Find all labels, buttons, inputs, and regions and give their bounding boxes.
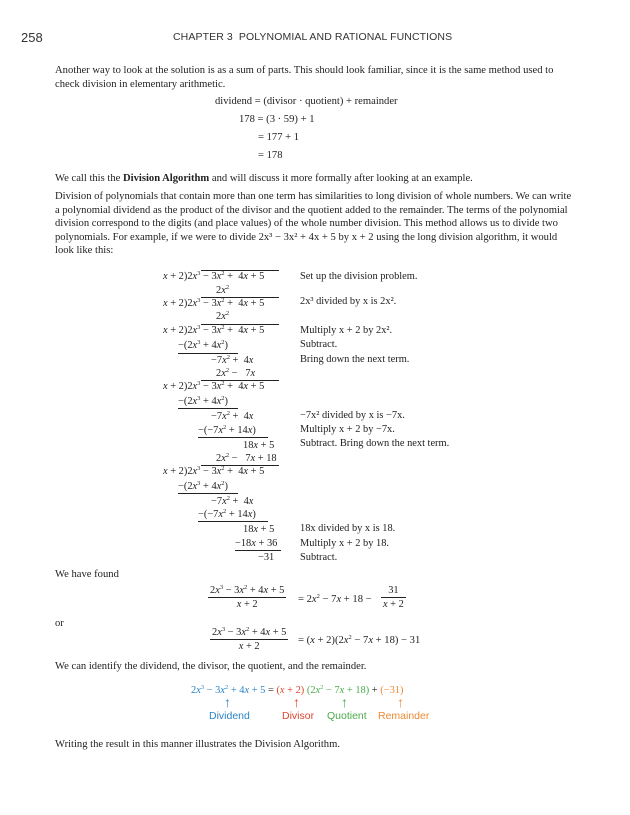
division-setup-3: $x + 2)2x^3 - 3x^2 + 4x + 5$ <box>163 324 265 336</box>
remainder-label: Remainder <box>378 710 430 722</box>
divisor-expression: (x + 2) <box>276 685 305 696</box>
identify-text: We can identify the dividend, the divisor, the quotient, and the remainder. <box>55 661 367 672</box>
dividend-label: Dividend <box>209 710 250 722</box>
divisor-arrow-icon: ↑ <box>293 696 300 711</box>
intro-paragraph: Another way to look at the solution is as a sum of parts. This should look familiar, since it is the same method used to check division in elementary arithmetic. <box>55 65 554 90</box>
step-9: 18x divided by x is 18. <box>300 523 396 534</box>
step-2: 2x³ divided by x is 2x². <box>300 296 397 307</box>
remainder-expression: (−31) <box>380 685 404 696</box>
quotient-expression: $(2x^2 - 7x + 18)$ <box>306 684 370 696</box>
step-11: Subtract. <box>300 552 338 563</box>
division-algorithm-paragraph: We call this the Division Algorithm and will discuss it more formally after looking at an example. <box>55 173 473 184</box>
dividend-expression: $2x^3 - 3x^2 + 4x + 5$ <box>191 684 266 696</box>
we-have-found-text: We have found <box>55 569 119 580</box>
chapter-label: CHAPTER 3 <box>173 31 233 43</box>
step-8: Subtract. Bring down the next term. <box>300 438 450 449</box>
step-7: Multiply x + 2 by −7x. <box>300 424 395 435</box>
dividend-definition: dividend = (divisor · quotient) + remainder <box>215 96 398 107</box>
dividend-arrow-icon: ↑ <box>224 696 231 711</box>
divisor-label: Divisor <box>282 710 315 722</box>
colored-identity: $2x^3 - 3x^2 + 4x + 5 = (x + 2) (2x^2 - 7x + 18) + (-31)$ <box>191 684 404 696</box>
division-setup-2: $x + 2)2x^3 - 3x^2 + 4x + 5$ <box>163 297 265 309</box>
or-text: or <box>55 618 64 629</box>
running-header <box>173 31 452 43</box>
quotient-arrow-icon: ↑ <box>341 696 348 711</box>
remainder-arrow-icon: ↑ <box>397 696 404 711</box>
division-algorithm-term: Division Algorithm <box>123 173 210 184</box>
division-setup-5: $x + 2)2x^3 - 3x^2 + 4x + 5$ <box>163 465 265 477</box>
division-setup-1: $x + 2)2x^3 - 3x^2 + 4x + 5$ <box>163 270 265 282</box>
closing-text: Writing the result in this manner illustrates the Division Algorithm. <box>55 739 340 750</box>
long-division-paragraph: Division of polynomials that contain more than one term has similarities to long division of whole numbers. We can write a polynomial dividend as the product of the divisor and the quotient added to the remainder. The terms of the polynomial division correspond to the digits (and place values) of the whole number division. This method allows us to divide two polynomials. For example, if we were to divide 2x³ − 3x² + 4x + 5 by x + 2 using the long division algorithm, it would look like this: <box>55 191 572 257</box>
step-3: Multiply x + 2 by 2x². <box>300 325 393 336</box>
division-setup-4: $x + 2)2x^3 - 3x^2 + 4x + 5$ <box>163 380 265 392</box>
step-10: Multiply x + 2 by 18. <box>300 538 389 549</box>
chapter-title: POLYNOMIAL AND RATIONAL FUNCTIONS <box>238 31 453 43</box>
check-line-3: = 177 + 1 <box>258 132 300 143</box>
check-line-4: = 178 <box>258 150 283 161</box>
step-6: −7x² divided by x is −7x. <box>300 410 405 421</box>
check-line-2: 178 = (3 · 59) + 1 <box>239 114 315 125</box>
step-5: Bring down the next term. <box>300 354 410 365</box>
quotient-label: Quotient <box>327 710 367 722</box>
step-4: Subtract. <box>300 339 338 350</box>
page-number: 258 <box>21 30 43 45</box>
step-1: Set up the division problem. <box>300 271 418 282</box>
